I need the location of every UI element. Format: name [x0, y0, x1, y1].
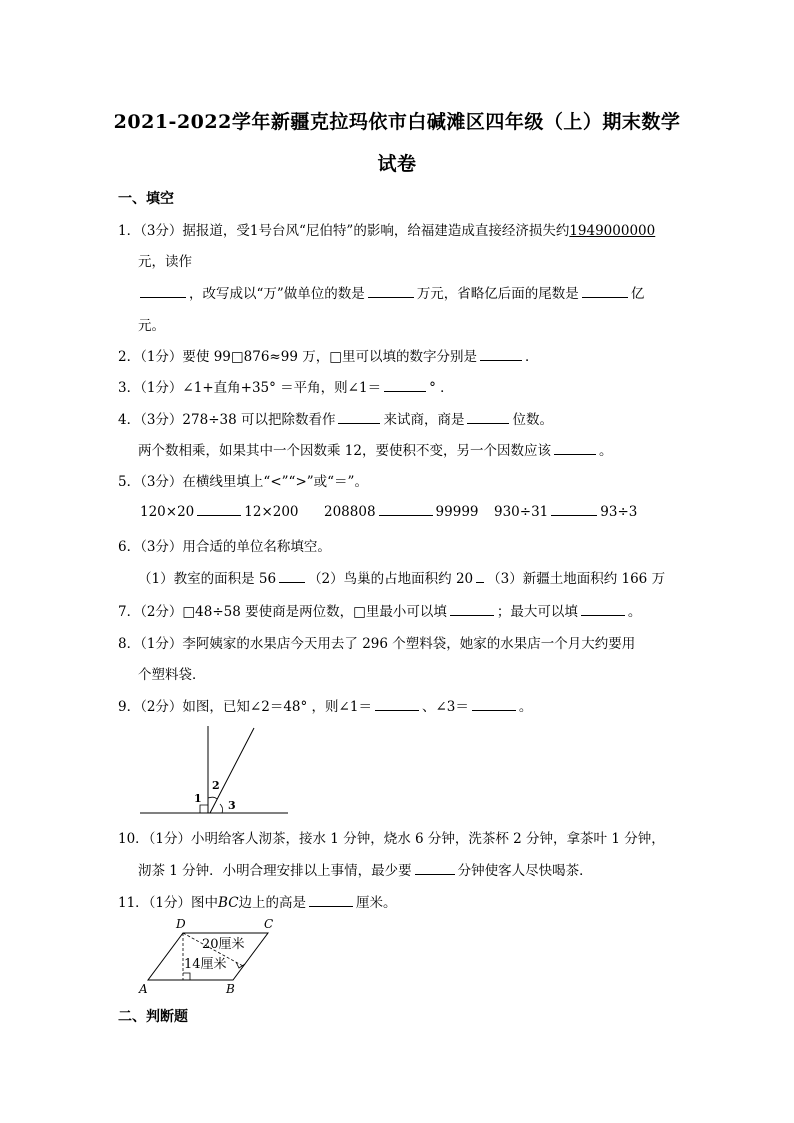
vertex-label-b: B	[226, 982, 235, 996]
section-fill-blank-heading: 一、填空	[118, 191, 174, 207]
angle-label-3: 3	[228, 799, 236, 812]
section-true-false-heading: 二、判断题	[118, 1009, 188, 1025]
question-8-line2: 个塑料袋．	[138, 667, 206, 683]
vertex-label-d: D	[176, 917, 186, 931]
angle-2-arc	[208, 797, 217, 799]
question-3	[118, 376, 454, 396]
answer-blank[interactable]	[368, 284, 414, 298]
question-5-item-1	[140, 502, 299, 520]
answer-blank[interactable]	[582, 284, 628, 298]
question-9-end: 。	[518, 699, 533, 715]
question-1-part3: 亿	[630, 286, 645, 302]
question-1-part1: ，改写成以“万”做单位的数是	[189, 286, 365, 302]
question-10-line2-end: 分钟使客人尽快喝茶．	[457, 863, 593, 879]
question-2-text: 2．（1分）要使 99□876≈99 万，□里可以填的数字分别是	[118, 349, 477, 365]
question-1-line2: 元，读作	[138, 254, 192, 270]
question-9-text: 9．（2分）如图，已知∠2＝48° ，则∠1＝	[118, 699, 372, 715]
question-7-end: 。	[627, 604, 642, 620]
answer-blank[interactable]	[197, 502, 241, 516]
question-4-text: 4．（3分）278÷38 可以把除数看作	[118, 412, 336, 428]
angle-label-1: 1	[194, 792, 202, 805]
question-10-line2	[138, 859, 593, 879]
angle-figure	[138, 722, 290, 818]
question-11-post: 边上的高是	[238, 895, 307, 911]
angle-label-2: 2	[212, 779, 220, 792]
answer-blank[interactable]	[480, 347, 522, 361]
question-5-item-2	[324, 502, 479, 520]
compare-right: 99999	[435, 504, 479, 520]
question-11-text: 11．（1分）图中	[118, 895, 219, 911]
compare-left: 120×20	[140, 504, 195, 520]
question-6-item-a: （1）教室的面积是 56	[138, 571, 277, 587]
question-6-item-b: （2）鸟巢的占地面积约 20	[308, 571, 474, 587]
answer-blank[interactable]	[554, 441, 596, 455]
question-4-line1	[118, 408, 553, 428]
answer-blank[interactable]	[450, 602, 494, 616]
compare-left: 208808	[324, 504, 376, 520]
question-8-line1: 8．（1分）李阿姨家的水果店今天用去了 296 个塑料袋，她家的水果店一个月大约要用	[118, 636, 636, 652]
question-11	[118, 891, 397, 911]
length-label-14: 14厘米	[184, 957, 227, 972]
answer-blank[interactable]	[279, 569, 305, 583]
answer-blank[interactable]	[384, 378, 426, 392]
vertex-label-a: A	[139, 982, 148, 996]
right-angle-mark	[183, 973, 190, 980]
exam-title-line2: 试卷	[377, 153, 417, 175]
question-6-item-c: （3）新疆土地面积约 166 万	[487, 571, 666, 587]
question-2	[118, 345, 538, 365]
answer-blank[interactable]	[472, 697, 516, 711]
question-10-line2-text: 沏茶 1 分钟．小明合理安排以上事情，最少要	[138, 863, 412, 879]
right-angle-mark	[200, 805, 208, 813]
answer-blank[interactable]	[379, 502, 433, 516]
answer-blank[interactable]	[309, 893, 353, 907]
question-1-part2: 万元，省略亿后面的尾数是	[416, 286, 579, 302]
question-4-end: 位数。	[512, 412, 553, 428]
question-10-line1: 10．（1分）小明给客人沏茶，接水 1 分钟，烧水 6 分钟，洗茶杯 2 分钟，拿茶叶 1 分钟，	[118, 831, 665, 847]
answer-blank[interactable]	[551, 502, 597, 516]
question-5: 5．（3分）在横线里填上“<”“>”或“＝”。	[118, 474, 368, 490]
parallelogram-figure	[136, 916, 286, 998]
length-label-20: 20厘米	[202, 937, 245, 952]
answer-blank[interactable]	[140, 284, 186, 298]
question-4-line2-text: 两个数相乘，如果其中一个因数乘 12，要使积不变，另一个因数应该	[138, 443, 551, 459]
answer-blank[interactable]	[415, 861, 455, 875]
question-5-item-3	[494, 502, 637, 520]
angle-3-arc	[220, 804, 223, 813]
question-1-line4: 元。	[138, 318, 165, 334]
question-1-line1	[118, 219, 655, 239]
question-4-line2-end: 。	[598, 443, 613, 459]
question-7	[118, 600, 641, 620]
question-1-text: 1．（3分）据报道，受1号台风“尼伯特”的影响，给福建造成直接经济损失约	[118, 223, 570, 239]
question-9-mid: 、∠3＝	[421, 699, 469, 715]
question-1-line3	[118, 282, 644, 302]
compare-left: 930÷31	[494, 504, 549, 520]
question-3-end: ° ．	[429, 380, 454, 396]
question-11-side: BC	[218, 895, 239, 911]
question-1-number: 1949000000	[569, 223, 656, 239]
question-3-text: 3．（1分）∠1+直角+35° ＝平角，则∠1＝	[118, 380, 382, 396]
question-7-text: 7．（2分）□48÷58 要使商是两位数，□里最小可以填	[118, 604, 447, 620]
vertex-label-c: C	[264, 917, 274, 931]
answer-blank[interactable]	[467, 410, 509, 424]
question-6: 6．（3分）用合适的单位名称填空。	[118, 539, 331, 555]
question-11-end: 厘米。	[356, 895, 397, 911]
answer-blank[interactable]	[476, 569, 484, 583]
question-4-line2	[138, 439, 612, 459]
question-2-end: ．	[524, 349, 539, 365]
question-4-mid: 来试商，商是	[383, 412, 465, 428]
exam-title-line1: 2021-2022学年新疆克拉玛依市白碱滩区四年级（上）期末数学	[113, 111, 681, 133]
compare-right: 93÷3	[600, 504, 638, 520]
answer-blank[interactable]	[581, 602, 625, 616]
question-7-mid: ；最大可以填	[496, 604, 578, 620]
question-6-items	[138, 567, 665, 587]
answer-blank[interactable]	[338, 410, 380, 424]
compare-right: 12×200	[244, 504, 299, 520]
question-9	[118, 695, 532, 715]
answer-blank[interactable]	[375, 697, 419, 711]
